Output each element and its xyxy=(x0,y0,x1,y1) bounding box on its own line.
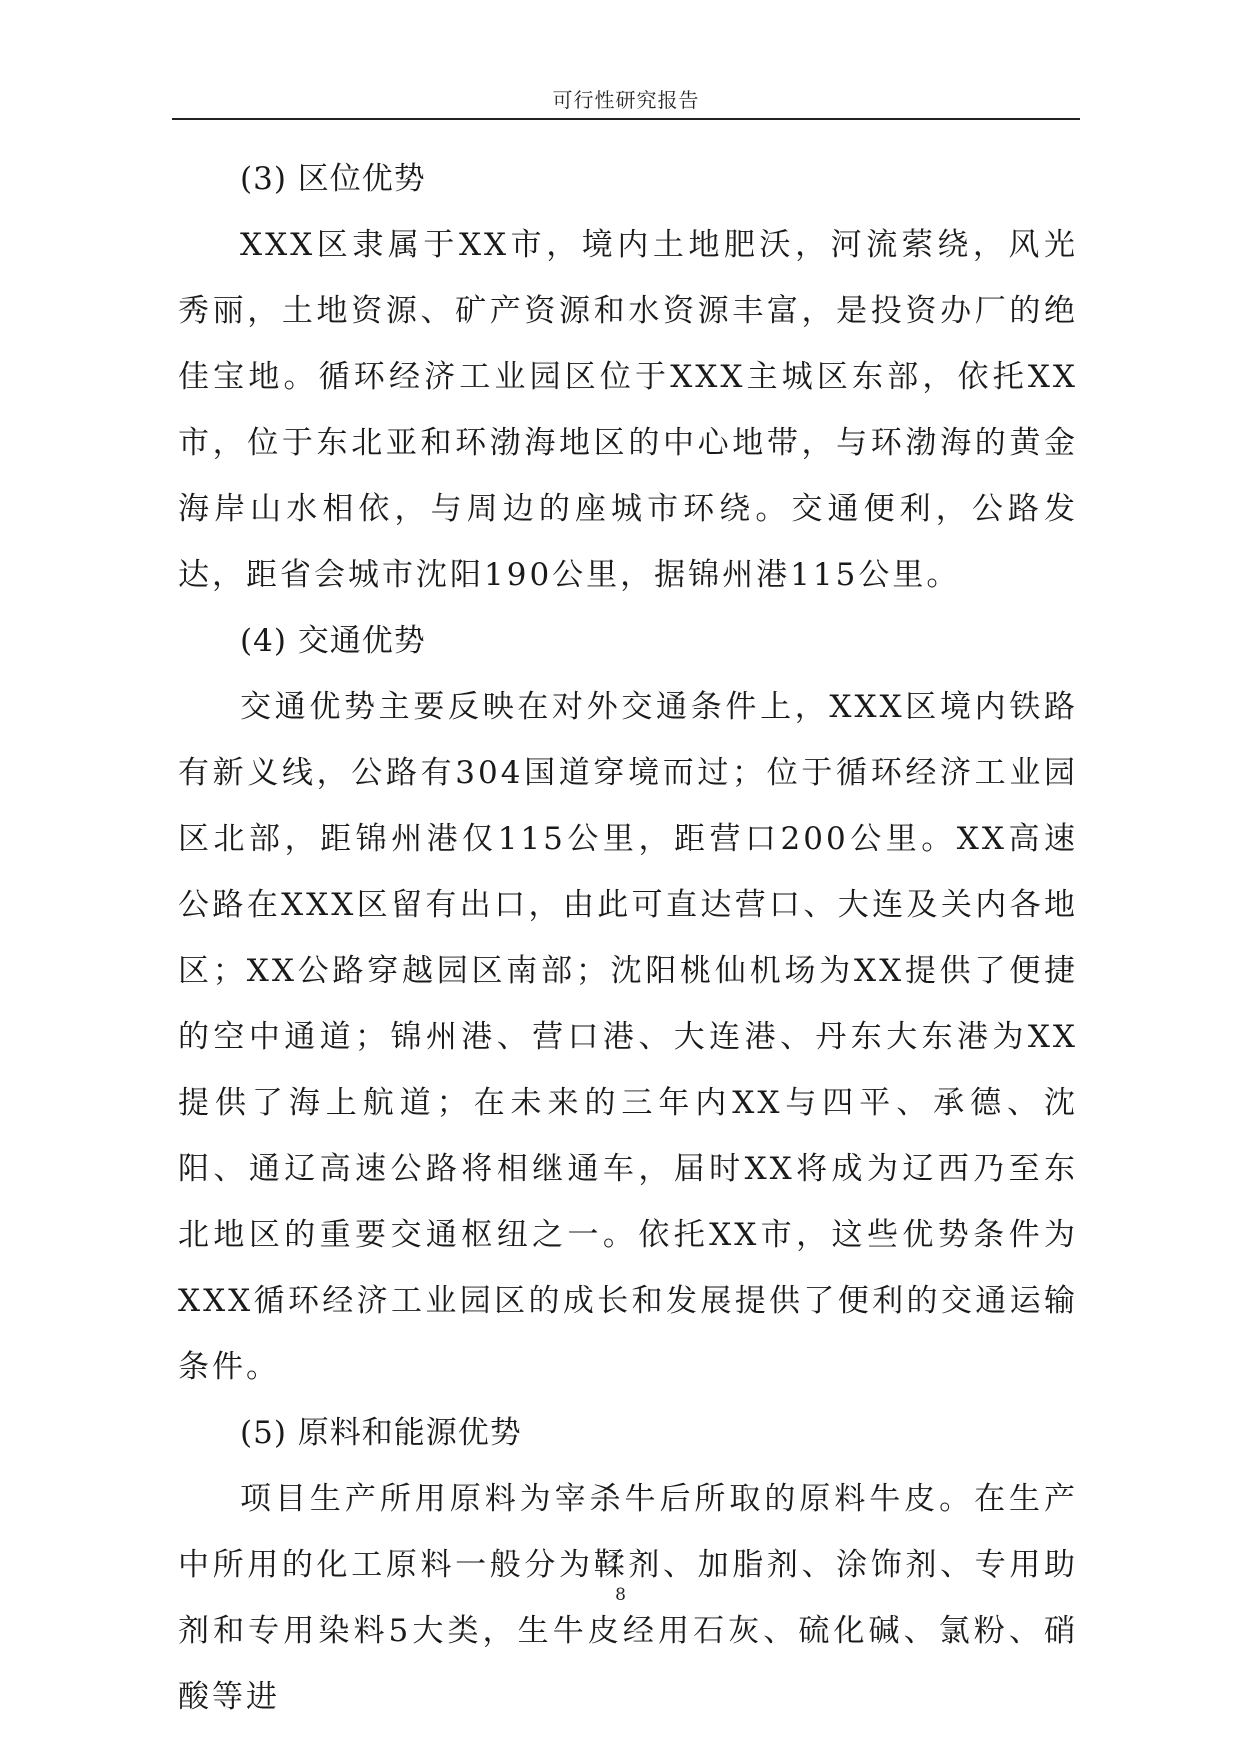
running-header: 可行性研究报告 xyxy=(552,88,700,112)
page-number: 8 xyxy=(615,1585,626,1605)
section-heading-transport: (4) 交通优势 xyxy=(240,623,426,659)
section-heading-materials: (5) 原料和能源优势 xyxy=(240,1415,522,1451)
section-paragraph-materials: 项目生产所用原料为宰杀牛后所取的原料牛皮。在生产中所用的化工原料一般分为鞣剂、加脂剂、涂饰剂、专用助剂和专用染料5大类，生牛皮经用石灰、硫化碱、氯粉、硝酸等进 xyxy=(178,1481,1078,1715)
section-paragraph-location: XXX区隶属于XX市，境内土地肥沃，河流萦绕，风光秀丽，土地资源、矿产资源和水资源丰富，是投资办厂的绝佳宝地。循环经济工业园区位于XXX主城区东部，依托XX市，位于东北亚和环渤海地区的中心地带，与环渤海的黄金海岸山水相依，与周边的座城市环绕。交通便利，公路发达，距省会城市沈阳190公里，据锦州港115公里。 xyxy=(178,227,1078,593)
section-paragraph-transport: 交通优势主要反映在对外交通条件上，XXX区境内铁路有新义线，公路有304国道穿境而过；位于循环经济工业园区北部，距锦州港仅115公里，距营口200公里。XX高速公路在XXX区留有出口，由此可直达营口、大连及关内各地区；XX公路穿越园区南部；沈阳桃仙机场为XX提供了便捷的空中通道；锦州港、营口港、大连港、丹东大东港为XX提供了海上航道；在未来的三年内XX与四平、承德、沈阳、通辽高速公路将相继通车，届时XX将成为辽西乃至东北地区的重要交通枢纽之一。依托XX市，这些优势条件为XXX循环经济工业园区的成长和发展提供了便利的交通运输条件。 xyxy=(178,689,1078,1385)
header-rule xyxy=(172,118,1080,120)
document-body xyxy=(178,146,1078,1730)
section-heading-location: (3) 区位优势 xyxy=(240,161,426,197)
